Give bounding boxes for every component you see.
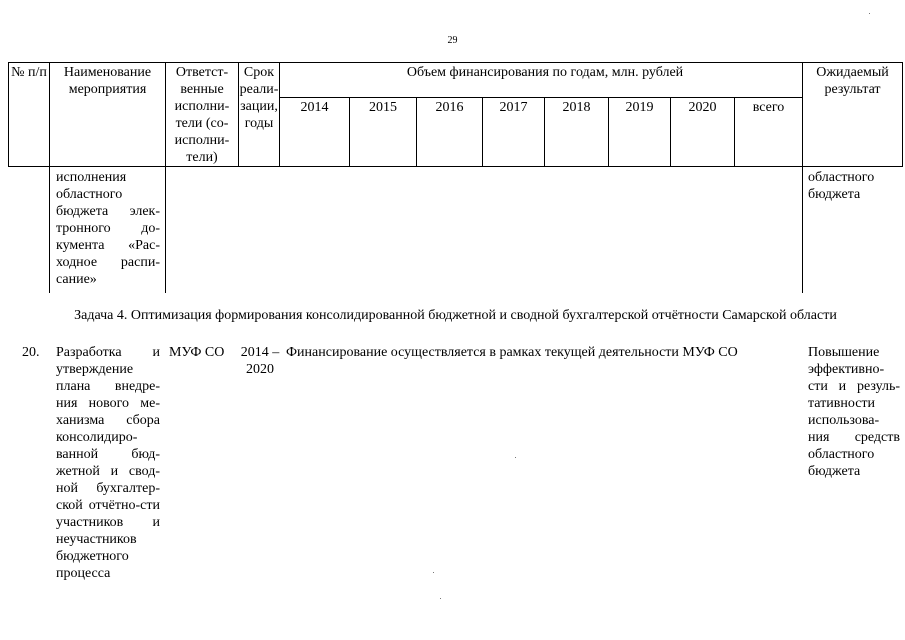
- header-executors: Ответст-венные исполни-тели (со-исполни-тели): [174, 65, 230, 165]
- row20-result: Повышение эффективно-сти и резуль-тативности использова-ния средств областного бюджета: [808, 345, 900, 479]
- header-year-2018: 2018: [562, 100, 591, 115]
- header-funding-title: Объем финансирования по годам, млн. рублей: [406, 65, 684, 80]
- scan-speck: [440, 598, 441, 599]
- scan-speck: [515, 457, 516, 458]
- page-number: 29: [447, 35, 458, 46]
- header-name: Наименование мероприятия: [63, 65, 152, 97]
- header-year-2016: 2016: [435, 100, 464, 115]
- header-year-2020: 2020: [688, 100, 717, 115]
- row20-name: Разработка и утверждение плана внедре-ния нового ме-ханизма сбора консолидиро-ванной бюд-жетной и свод-ной бухгалтер-ской отчётно-сти участников и неучастников бюджетного процесса: [56, 345, 160, 581]
- continued-name: исполнения областного бюджета элек-тронного до-кумента «Рас-ходное распи-сание»: [56, 170, 160, 287]
- header-term: Срок реали-зации, годы: [239, 65, 279, 131]
- header-year-total: всего: [752, 100, 785, 115]
- scan-speck: [433, 572, 434, 573]
- row20-term: 2014 – 2020: [240, 345, 280, 377]
- continued-result: областного бюджета: [808, 170, 875, 202]
- row20-num: 20.: [22, 345, 40, 360]
- header-year-2015: 2015: [369, 100, 397, 115]
- row20-executor: МУФ СО: [169, 345, 225, 360]
- row20-funding: Финансирование осуществляется в рамках текущей деятельности МУФ СО: [286, 345, 738, 360]
- header-num: № п/п: [11, 65, 47, 80]
- header-result: Ожидаемый результат: [816, 65, 889, 97]
- task-heading: Задача 4. Оптимизация формирования консолидированной бюджетной и сводной бухгалтерской отчётности Самарской области: [74, 308, 837, 323]
- header-year-2019: 2019: [625, 100, 654, 115]
- scan-speck: [869, 13, 870, 14]
- header-year-2017: 2017: [499, 100, 528, 115]
- header-year-2014: 2014: [300, 100, 329, 115]
